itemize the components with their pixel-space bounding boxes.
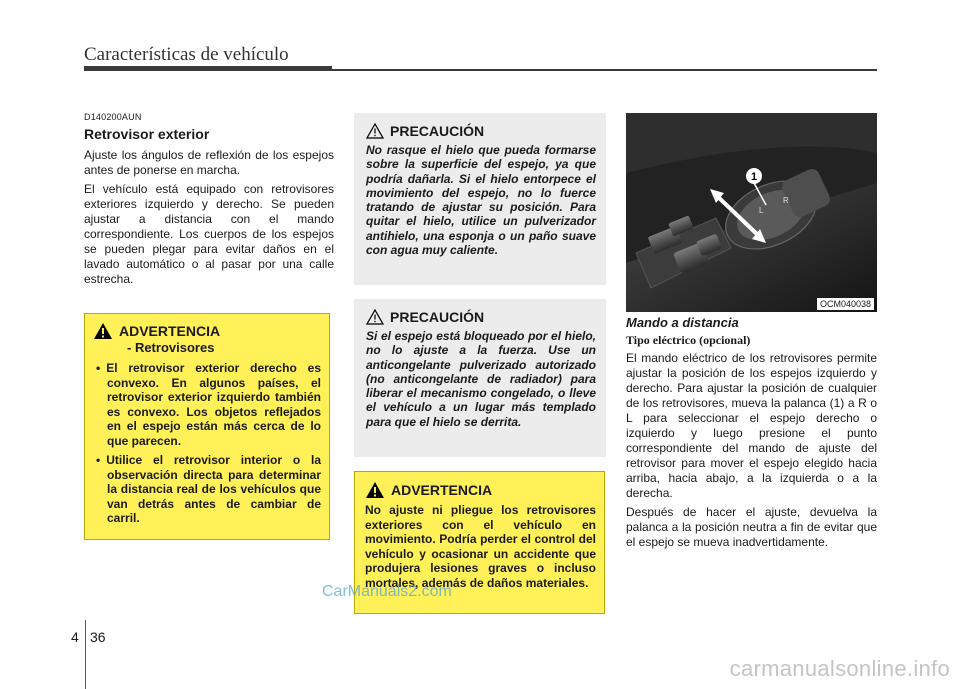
warning-box-mirrors — [84, 313, 330, 540]
callout-number: 1 — [750, 171, 758, 183]
section-code: D140200AUN — [84, 112, 142, 122]
header-rule-thick — [84, 66, 332, 71]
caution-heading — [366, 123, 596, 139]
photo-caption: OCM040038 — [817, 298, 874, 310]
lever-label-r: R — [783, 196, 789, 205]
warning-title: ADVERTENCIA — [119, 323, 221, 339]
warning-text: No ajuste ni pliegue los retrovisores exteriores con el vehículo en movimiento. Podría perder el control del vehículo y ocasionar un accidente que produjera lesiones graves o incluso mortales, además de daños materiales. — [365, 503, 596, 590]
watermark-text: CarManuals2.com — [322, 583, 452, 600]
section-title: Retrovisor exterior — [84, 126, 210, 142]
warning-heading — [365, 481, 596, 499]
warning-item-interior-mirror: • Utilice el retrovisor interior o la observación directa para determinar la distancia real de los vehículos que van detrás antes de cambiar de carril. — [93, 453, 321, 526]
warning-list — [93, 361, 321, 526]
electric-control-paragraph: El mando eléctrico de los retrovisores permite ajustar la posición de los espejos izquierdo y derecho. Para ajustar la posición de cualquier de los retrovisores, mueva la palanca (1) a R o L para seleccionar el espejo derecho o izquierdo y luego presione el punto correspondiente del mando de ajuste del retrovisor para mover el espejo elegido hacia arriba, hacia abajo, a la izquierda o a la derecha. — [626, 351, 877, 500]
footer-site-url: carmanualsonline.info — [729, 656, 950, 681]
neutral-lever-paragraph: Después de hacer el ajuste, devuelva la palanca a la posición neutra a fin de evitar que el espejo se mueva inadvertidamente. — [626, 505, 877, 549]
column-left — [84, 112, 334, 291]
column-right — [626, 315, 877, 554]
header-rule-thin — [332, 69, 877, 71]
caution-triangle-icon — [366, 123, 384, 139]
caution-box-frozen-mirror — [354, 299, 606, 457]
caution-text: No rasque el hielo que pueda formarse sobre la superficie del espejo, ya que podría dañarla. Si el hielo entorpece el movimiento del espejo, no lo fuerce tratando de ajustar su posición. Para quitar el hielo, utilice un pulverizador antihielo, una esponja o un paño suave con agua muy caliente. — [366, 143, 596, 258]
warning-subtitle: - Retrovisores — [127, 340, 215, 355]
caution-heading — [366, 309, 596, 325]
mirror-switch-illustration — [626, 113, 877, 312]
warning-triangle-icon — [365, 481, 385, 499]
subheading-remote: Mando a distancia — [626, 315, 739, 330]
page-number-divider — [85, 620, 86, 689]
caution-triangle-icon — [366, 309, 384, 325]
caution-text: Si el espejo está bloqueado por el hielo, no lo ajuste a la fuerza. Use un anticongelante pulverizado autorizado (no anticongelante de radiador) para liberar el mecanismo congelado, o lleve el vehículo a un lugar más templado para que el hielo se derrita. — [366, 329, 596, 429]
subheading-electric-type: Tipo eléctrico (opcional) — [626, 333, 751, 347]
description-paragraph: El vehículo está equipado con retrovisores exteriores izquierdo y derecho. Se pueden ajustar a distancia con el mando correspondiente. Los cuerpos de los espejos se pueden plegar para evitar daños en el lavado automático o al pasar por una calle estrecha. — [84, 182, 334, 286]
chapter-number: 4 — [71, 629, 79, 645]
mirror-control-photo — [626, 113, 877, 312]
warning-title: ADVERTENCIA — [391, 482, 493, 498]
warning-triangle-icon — [93, 322, 113, 340]
caution-title: PRECAUCIÓN — [390, 123, 485, 139]
page-header-title: Características de vehículo — [84, 44, 289, 65]
caution-title: PRECAUCIÓN — [390, 309, 485, 325]
intro-paragraph: Ajuste los ángulos de reflexión de los espejos antes de ponerse en marcha. — [84, 148, 334, 177]
warning-item-convex: • El retrovisor exterior derecho es convexo. En algunos países, el retrovisor exterior izquierdo también es convexo. Los objetos reflejados en el espejo están más cerca de lo que parecen. — [93, 361, 321, 448]
lever-label-l: L — [759, 206, 764, 215]
caution-box-ice-scrape — [354, 113, 606, 285]
page-number: 36 — [90, 629, 106, 645]
warning-heading — [93, 322, 321, 340]
